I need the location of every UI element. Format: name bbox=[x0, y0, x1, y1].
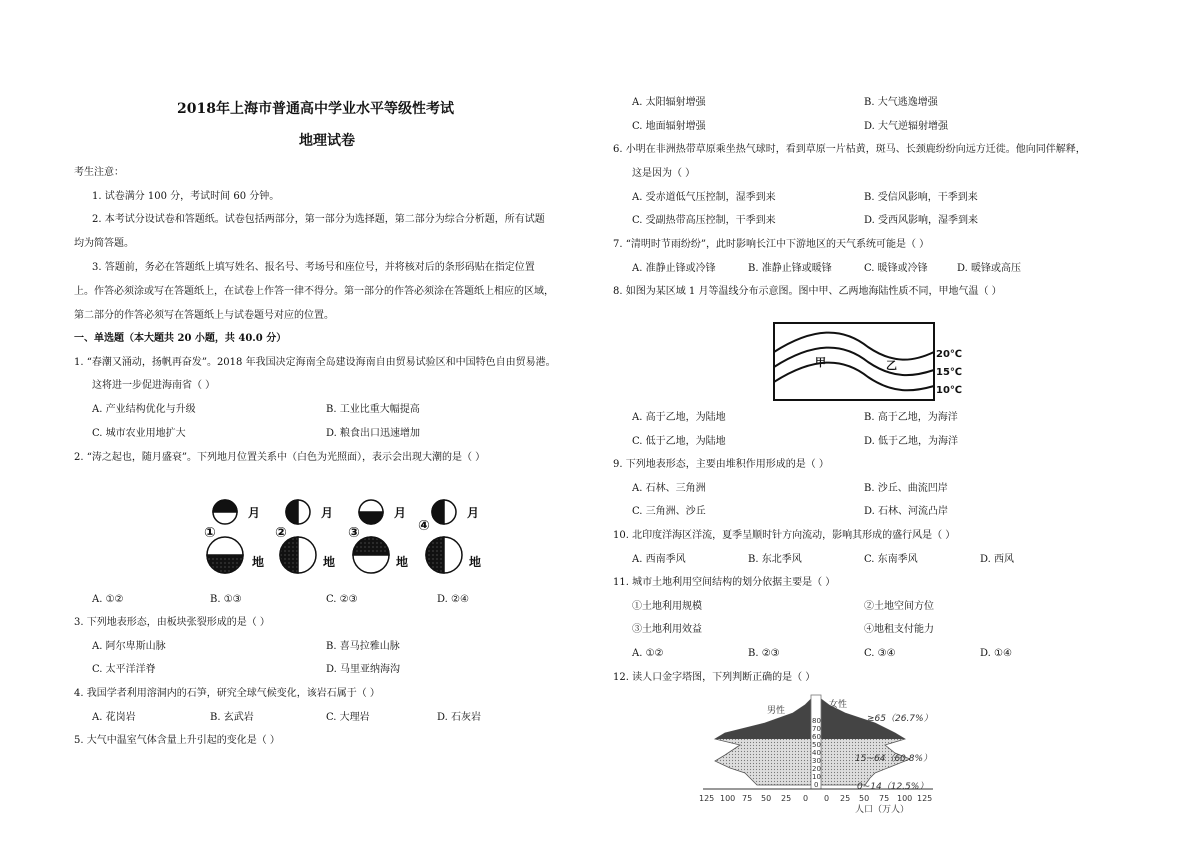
location-yi: 乙 bbox=[886, 359, 897, 372]
q11-item-1: ①土地利用规模 bbox=[632, 601, 702, 612]
q7-option-a: A. 准静止锋或冷锋 bbox=[632, 263, 716, 274]
q3-option-d: D. 马里亚纳海沟 bbox=[326, 664, 401, 675]
earth-label: 地 bbox=[396, 555, 409, 569]
moon-earth-figure bbox=[200, 490, 485, 585]
section-heading: 一、单选题（本大题共 20 小题，共 40.0 分） bbox=[74, 333, 287, 344]
figure-number: ② bbox=[275, 525, 287, 541]
q10-option-b: B. 东北季风 bbox=[748, 554, 802, 565]
x-tick: 125 bbox=[699, 794, 715, 803]
q10-stem: 10. 北印度洋海区洋流，夏季呈顺时针方向流动，影响其形成的盛行风是（ ） bbox=[613, 530, 956, 541]
notice-line: 均为简答题。 bbox=[74, 238, 134, 249]
q8-option-b: B. 高于乙地，为海洋 bbox=[864, 412, 958, 423]
isotherm-label: 15℃ bbox=[936, 367, 963, 378]
notice-line: 第二部分的作答必须写在答题纸上与试卷题号对应的位置。 bbox=[74, 310, 334, 321]
x-tick: 125 bbox=[917, 794, 933, 803]
q11-option-a: A. ①② bbox=[632, 648, 664, 659]
q2-option-d: D. ②④ bbox=[437, 594, 469, 605]
q5-option-d: D. 大气逆辐射增强 bbox=[864, 121, 949, 132]
q6-option-a: A. 受赤道低气压控制，湿季到来 bbox=[632, 192, 776, 203]
male-label: 男性 bbox=[767, 706, 786, 716]
q2-option-a: A. ①② bbox=[92, 594, 124, 605]
isotherm-figure bbox=[773, 322, 963, 402]
q2-stem: 2. “涛之起也，随月盛衰”。下列地月位置关系中（白色为光照面），表示会出现大潮的是（ ） bbox=[74, 452, 486, 463]
q3-option-c: C. 太平洋洋脊 bbox=[92, 664, 156, 675]
notice-line: 1. 试卷满分 100 分，考试时间 60 分钟。 bbox=[92, 191, 280, 202]
q2-option-b: B. ①③ bbox=[210, 594, 242, 605]
notice-line: 上。作答必须涂或写在答题纸上，在试卷上作答一律不得分。第一部分的作答必须涂在答题纸上相应的区域， bbox=[74, 286, 554, 297]
x-tick: 0 bbox=[824, 794, 830, 803]
x-tick: 25 bbox=[781, 794, 792, 803]
x-tick: 100 bbox=[720, 794, 736, 803]
moon-label: 月 bbox=[394, 506, 407, 520]
q4-option-b: B. 玄武岩 bbox=[210, 712, 254, 723]
q4-option-c: C. 大理岩 bbox=[326, 712, 370, 723]
q9-option-c: C. 三角洲、沙丘 bbox=[632, 506, 706, 517]
q8-option-d: D. 低于乙地，为海洋 bbox=[864, 436, 959, 447]
x-tick: 75 bbox=[879, 794, 890, 803]
q11-option-b: B. ②③ bbox=[748, 648, 780, 659]
q2-option-c: C. ②③ bbox=[326, 594, 358, 605]
q3-option-a: A. 阿尔卑斯山脉 bbox=[92, 641, 166, 652]
q4-option-d: D. 石灰岩 bbox=[437, 712, 482, 723]
q7-option-d: D. 暖锋或高压 bbox=[957, 263, 1022, 274]
q10-option-c: C. 东南季风 bbox=[864, 554, 918, 565]
notice-line: 2. 本考试分设试卷和答题纸。试卷包括两部分，第一部分为选择题，第二部分为综合分析题，所有试题 bbox=[92, 214, 545, 225]
q8-stem: 8. 如图为某区域 1 月等温线分布示意图。图中甲、乙两地海陆性质不同，甲地气温（ ） bbox=[613, 286, 1002, 297]
q3-stem: 3. 下列地表形态，由板块张裂形成的是（ ） bbox=[74, 617, 270, 628]
age-tick: 30 bbox=[812, 757, 821, 765]
x-tick: 0 bbox=[803, 794, 809, 803]
figure-number: ③ bbox=[348, 525, 360, 541]
q11-option-d: D. ①④ bbox=[980, 648, 1012, 659]
q9-option-d: D. 石林、河流凸岸 bbox=[864, 506, 949, 517]
population-pyramid bbox=[695, 693, 945, 815]
earth-label: 地 bbox=[252, 555, 265, 569]
q1-stem: 这将进一步促进海南省（ ） bbox=[92, 380, 216, 391]
q1-option-a: A. 产业结构优化与升级 bbox=[92, 404, 196, 415]
q9-option-a: A. 石林、三角洲 bbox=[632, 483, 706, 494]
q7-option-c: C. 暖锋或冷锋 bbox=[864, 263, 928, 274]
age-tick: 70 bbox=[812, 725, 821, 733]
figure-number: ① bbox=[204, 525, 216, 541]
earth-label: 地 bbox=[469, 555, 482, 569]
age-group-label: 15~64（60.8%） bbox=[855, 754, 933, 764]
q11-item-2: ②土地空间方位 bbox=[864, 601, 934, 612]
exam-subtitle: 地理试卷 bbox=[299, 133, 355, 149]
q5-option-c: C. 地面辐射增强 bbox=[632, 121, 706, 132]
x-axis-label: 人口（万人） bbox=[855, 805, 910, 815]
age-tick: 0 bbox=[814, 781, 819, 789]
x-tick: 50 bbox=[761, 794, 772, 803]
q3-option-b: B. 喜马拉雅山脉 bbox=[326, 641, 400, 652]
q11-stem: 11. 城市土地利用空间结构的划分依据主要是（ ） bbox=[613, 577, 836, 588]
q6-stem: 这是因为（ ） bbox=[632, 168, 696, 179]
q12-stem: 12. 读人口金字塔图，下列判断正确的是（ ） bbox=[613, 672, 816, 683]
x-tick: 100 bbox=[897, 794, 913, 803]
q1-option-b: B. 工业比重大幅提高 bbox=[326, 404, 420, 415]
q5-option-b: B. 大气逃逸增强 bbox=[864, 97, 938, 108]
q10-option-a: A. 西南季风 bbox=[632, 554, 686, 565]
q11-item-3: ③土地利用效益 bbox=[632, 624, 702, 635]
earth-label: 地 bbox=[323, 555, 336, 569]
age-tick: 40 bbox=[812, 749, 821, 757]
female-label: 女性 bbox=[829, 700, 848, 710]
isotherm-label: 20℃ bbox=[936, 349, 963, 360]
age-tick: 80 bbox=[812, 717, 821, 725]
q1-option-c: C. 城市农业用地扩大 bbox=[92, 428, 186, 439]
q9-option-b: B. 沙丘、曲流凹岸 bbox=[864, 483, 948, 494]
q6-option-b: B. 受信风影响，干季到来 bbox=[864, 192, 978, 203]
q4-option-a: A. 花岗岩 bbox=[92, 712, 136, 723]
q1-option-d: D. 粮食出口迅速增加 bbox=[326, 428, 421, 439]
age-tick: 10 bbox=[812, 773, 821, 781]
isotherm-label: 10℃ bbox=[936, 385, 963, 396]
q7-option-b: B. 准静止锋或暖锋 bbox=[748, 263, 832, 274]
moon-label: 月 bbox=[248, 506, 261, 520]
q11-item-4: ④地租支付能力 bbox=[864, 624, 934, 635]
q7-stem: 7. “清明时节雨纷纷”，此时影响长江中下游地区的天气系统可能是（ ） bbox=[613, 239, 930, 250]
moon-label: 月 bbox=[321, 506, 334, 520]
notice-heading: 考生注意： bbox=[74, 167, 124, 178]
moon-label: 月 bbox=[467, 506, 480, 520]
notice-line: 3. 答题前，务必在答题纸上填写姓名、报名号、考场号和座位号，并将核对后的条形码贴在指定位置 bbox=[92, 262, 535, 273]
age-group-label: 0~14（12.5%） bbox=[857, 782, 929, 792]
q8-option-a: A. 高于乙地，为陆地 bbox=[632, 412, 726, 423]
q11-option-c: C. ③④ bbox=[864, 648, 896, 659]
location-jia: 甲 bbox=[815, 356, 826, 369]
q6-option-d: D. 受西风影响，湿季到来 bbox=[864, 215, 979, 226]
x-tick: 50 bbox=[859, 794, 870, 803]
x-tick: 75 bbox=[742, 794, 753, 803]
age-tick: 50 bbox=[812, 741, 821, 749]
q6-stem: 6. 小明在非洲热带草原乘坐热气球时，看到草原一片枯黄，斑马、长颈鹿纷纷向远方迁徙。他向同伴解释， bbox=[613, 144, 1086, 155]
q1-stem: 1. “春潮又涌动，扬帆再奋发”。2018 年我国决定海南全岛建设海南自由贸易试验区和中国特色自由贸易港。 bbox=[74, 357, 556, 368]
q5-option-a: A. 太阳辐射增强 bbox=[632, 97, 706, 108]
q4-stem: 4. 我国学者利用溶洞内的石笋，研究全球气候变化，该岩石属于（ ） bbox=[74, 688, 380, 699]
figure-number: ④ bbox=[418, 518, 430, 534]
age-group-label: ≥65（26.7%） bbox=[867, 714, 933, 724]
x-tick: 25 bbox=[840, 794, 851, 803]
age-tick: 20 bbox=[812, 765, 821, 773]
q8-option-c: C. 低于乙地，为陆地 bbox=[632, 436, 726, 447]
q5-stem: 5. 大气中温室气体含量上升引起的变化是（ ） bbox=[74, 735, 280, 746]
q6-option-c: C. 受副热带高压控制，干季到来 bbox=[632, 215, 776, 226]
q10-option-d: D. 西风 bbox=[980, 554, 1015, 565]
exam-title: 2018年上海市普通高中学业水平等级性考试 bbox=[177, 101, 454, 117]
q9-stem: 9. 下列地表形态，主要由堆积作用形成的是（ ） bbox=[613, 459, 829, 470]
age-tick: 60 bbox=[812, 733, 821, 741]
